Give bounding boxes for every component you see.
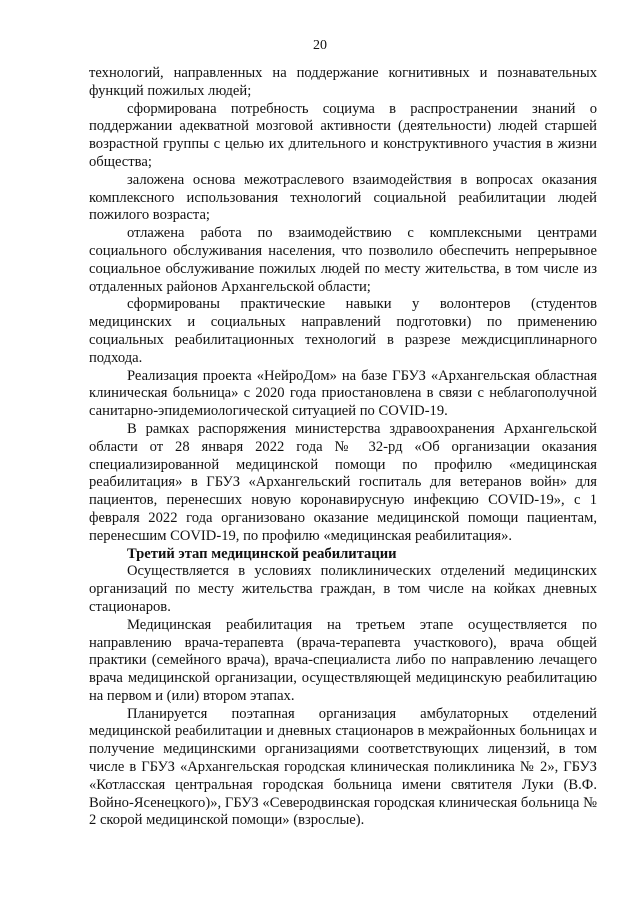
page-number: 20 [313,38,327,53]
paragraph: Реализация проекта «НейроДом» на базе ГБУЗ «Архангельская областная клиническая больница» с 2020 года приостановлена в связи с неблагополучной санитарно-эпидемиологической ситуацией по COVID-19. [89,367,597,420]
document-body [89,65,597,830]
paragraph: заложена основа межотраслевого взаимодействия в вопросах оказания комплексного использования технологий социальной реабилитации людей пожилого возраста; [89,171,597,224]
paragraph: Планируется поэтапная организация амбулаторных отделений медицинской реабилитации и дневных стационаров в межрайонных больницах и получение медицинскими организациями соответствующих лицензий, в том числе в ГБУЗ «Архангельская городская клиническая поликлиника № 2», ГБУЗ «Котласская центральная городская больница имени святителя Луки (В.Ф. Войно-Ясенецкого)», ГБУЗ «Северодвинская городская клиническая больница № 2 скорой медицинской помощи» (взрослые). [89,705,597,829]
paragraph: сформированы практические навыки у волонтеров (студентов медицинских и социальных направлений подготовки) по применению социальных реабилитационных технологий в разрезе междисциплинарного подхода. [89,296,597,366]
section-heading: Третий этап медицинской реабилитации [127,545,397,562]
paragraph: Осуществляется в условиях поликлинических отделений медицинских организаций по месту жительства граждан, в том числе на койках дневных стационаров. [89,563,597,615]
paragraph: В рамках распоряжения министерства здравоохранения Архангельской области от 28 января 2022 года № 32-рд «Об организации оказания специализированной медицинской помощи по профилю «медицинская реабилитация» в ГБУЗ «Архангельский госпиталь для ветеранов войн» для пациентов, перенесших новую коронавирусную инфекцию COVID-19», с 1 февраля 2022 года организовано оказание медицинской помощи пациентам, перенесшим COVID-19, по профилю «медицинская реабилитация». [89,420,597,544]
paragraph-continuation: технологий, направленных на поддержание когнитивных и познавательных функций пожилых людей; [89,65,597,99]
paragraph: отлажена работа по взаимодействию с комплексными центрами социального обслуживания населения, что позволило обеспечить непрерывное социальное обслуживание пожилых людей по месту жительства, в том числе из отдаленных районов Архангельской области; [89,225,597,295]
paragraph: Медицинская реабилитация на третьем этапе осуществляется по направлению врача-терапевта (врача-терапевта участкового), врача общей практики (семейного врача), врача-специалиста либо по направлению лечащего врача медицинской организации, осуществляющей медицинскую реабилитацию на первом и (или) втором этапах. [89,616,597,704]
paragraph: сформирована потребность социума в распространении знаний о поддержании адекватной мозговой активности (деятельности) людей старшей возрастной группы с целью их длительного и конструктивного участия в жизни общества; [89,100,597,170]
